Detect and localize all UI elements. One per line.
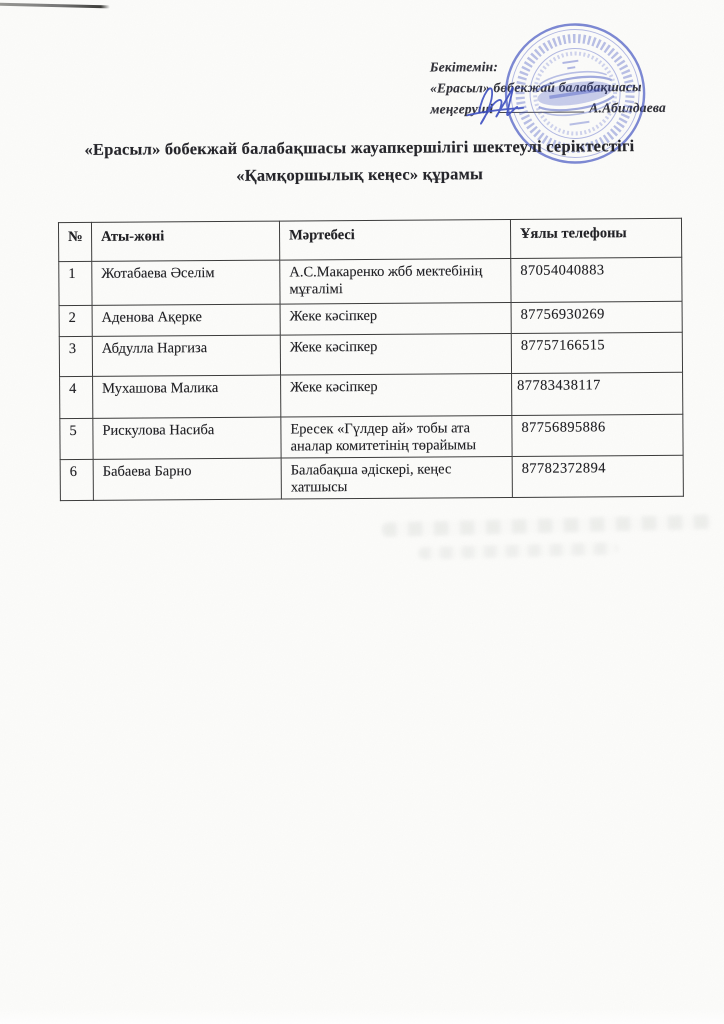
- cell-phone: 87757166515: [511, 332, 682, 373]
- approval-line-2: «Ерасыл» бөбекжай балабақшасы: [429, 79, 642, 96]
- cell-status: Ересек «Гүлдер ай» тобы ата аналар комитетінің төрайымы: [281, 415, 512, 458]
- cell-number: 4: [60, 376, 93, 418]
- cell-status: Жеке кәсіпкер: [281, 373, 512, 417]
- title-line-2: «Қамқоршылық кеңес» құрамы: [236, 164, 484, 185]
- cell-status: Балабақша әдіскері, кеңес хатшысы: [281, 456, 512, 499]
- cell-phone: 87054040883: [511, 257, 682, 302]
- header-status: Мәртебесі: [279, 219, 510, 260]
- cell-number: 2: [59, 305, 92, 336]
- approval-line-1: Бекітемін:: [429, 59, 499, 75]
- paper-bottom-edge: [0, 1008, 724, 1024]
- approval-role: меңгеруші: [430, 101, 494, 117]
- table-row: [59, 257, 682, 305]
- header-phone: Ұялы телефоны: [510, 218, 681, 258]
- cell-name: Жотабаева Әселім: [92, 260, 280, 305]
- cell-phone: 87756895886: [512, 414, 683, 456]
- cell-status: А.С.Макаренко жбб мектебінің мұғалімі: [280, 258, 511, 304]
- table-row: [59, 332, 682, 376]
- cell-name: Мухашова Малика: [93, 375, 281, 418]
- cell-name: Рискулова Насиба: [93, 417, 281, 459]
- header-number: №: [58, 222, 91, 261]
- cell-phone: 87782372894: [512, 455, 683, 497]
- cell-number: 1: [59, 261, 92, 305]
- cell-number: 5: [60, 418, 93, 459]
- cell-status: Жеке кәсіпкер: [280, 302, 511, 335]
- header-name: Аты-жөні: [91, 221, 279, 261]
- approver-name: А.Абилдаева: [589, 99, 667, 116]
- title-line-1: «Ерасыл» бобекжай балабақшасы жауапкершілігі шектеулі серіктестігі: [84, 136, 635, 159]
- council-table: [58, 218, 684, 501]
- table-row: [59, 301, 682, 336]
- cell-name: Бабаева Барно: [93, 458, 281, 500]
- table-row: [60, 414, 683, 459]
- cell-name: Аденова Ақерке: [92, 304, 280, 336]
- table-header-row: [58, 218, 681, 261]
- bleed-through-smudge: [382, 515, 712, 537]
- table-row: [60, 455, 683, 500]
- cell-phone: 87783438117: [512, 372, 683, 415]
- document-title: [0, 131, 722, 190]
- cell-name: Абдулла Наргиза: [92, 335, 280, 376]
- cell-phone: 87756930269: [511, 301, 682, 333]
- cell-status: Жеке кәсіпкер: [280, 333, 511, 375]
- table-row: [60, 372, 683, 418]
- cell-number: 3: [59, 336, 92, 376]
- cell-number: 6: [60, 459, 93, 500]
- bleed-through-smudge: [418, 542, 618, 559]
